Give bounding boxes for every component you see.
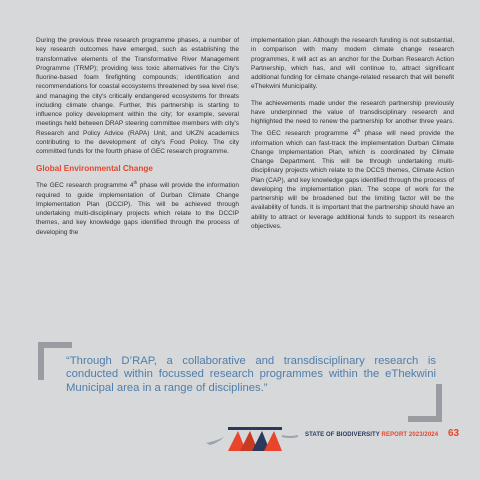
page-number: 63 — [448, 428, 460, 439]
funding-paragraph: implementation plan. Although the research funding is not substantial, in comparison with many modern climate change research programmes, it will act as an anchor for the Durban Research Action Partnership, which has, and will continue to, attract significant additional funding for climate change-related research that will benefit eThekwini Municipality. — [251, 37, 454, 91]
section-heading: Global Environmental Change — [36, 164, 153, 174]
report-title: STATE OF BIODIVERSITY REPORT 2023/2024 — [305, 432, 439, 438]
right-column — [251, 36, 454, 238]
quote-text: “Through D’RAP, a collaborative and transdisciplinary research is conducted within focussed research programmes within the eThekwini Municipal area in a range of disciplines.” — [66, 355, 436, 394]
report-logo-icon — [206, 425, 298, 451]
achievements-paragraph: The achievements made under the research partnership previously have underpinned the value of transdisciplinary research and highlighted the need to renew the partnership for another three years. The GEC research programme 4th phase will need provide the information which can fast-track the implementation Durban Climate Change Implementation Plan, which is coordinated by Climate Change Department. This will be through undertaking multi-disciplinary projects which relate to the DCCS themes, Climate Action Plan (CAP), and key knowledge gaps identified through the process of developing the implementation plan. The scope of work for the partnership will be broadened but the limiting factor will be the availability of funds. It is important that the partnership should have an ability to attract or leverage additional funds to support its research objectives. — [251, 99, 454, 230]
quote-bracket-right-vertical — [436, 384, 442, 422]
page-footer — [0, 425, 480, 480]
pull-quote — [38, 342, 442, 422]
gec-paragraph: The GEC research programme 4th phase will provide the information required to guide implementation of Durban Climate Change Implementation Plan (DCCIP). This will be achieved through undertaking multi-disciplinary projects which relate to the DCCIP themes, and key knowledge gaps identified through the process of developing the — [36, 180, 239, 236]
intro-paragraph: During the previous three research programme phases, a number of key research outcomes have emerged, such as establishing the transformative elements of the Transformative River Management Programme (TRMP); providing less toxic alternatives for the City's fluorine-based foam firefighting compounds; identification and recommendations for coastal ecosystems threatened by sea level rise; and managing the city's critically endangered ecosystems for threats including climate change. Further, this partnership is starting to influence policy development within the city; for example, several meetings held between DRAP steering committee members with city's Research and Policy Advice (RAPA) Unit, and UKZN academics contributing to the development of city's Food Policy. The city committed funds for the fourth phase of GEC research programme. — [36, 37, 239, 155]
quote-bracket-left-vertical — [38, 342, 44, 380]
left-column — [36, 36, 239, 244]
